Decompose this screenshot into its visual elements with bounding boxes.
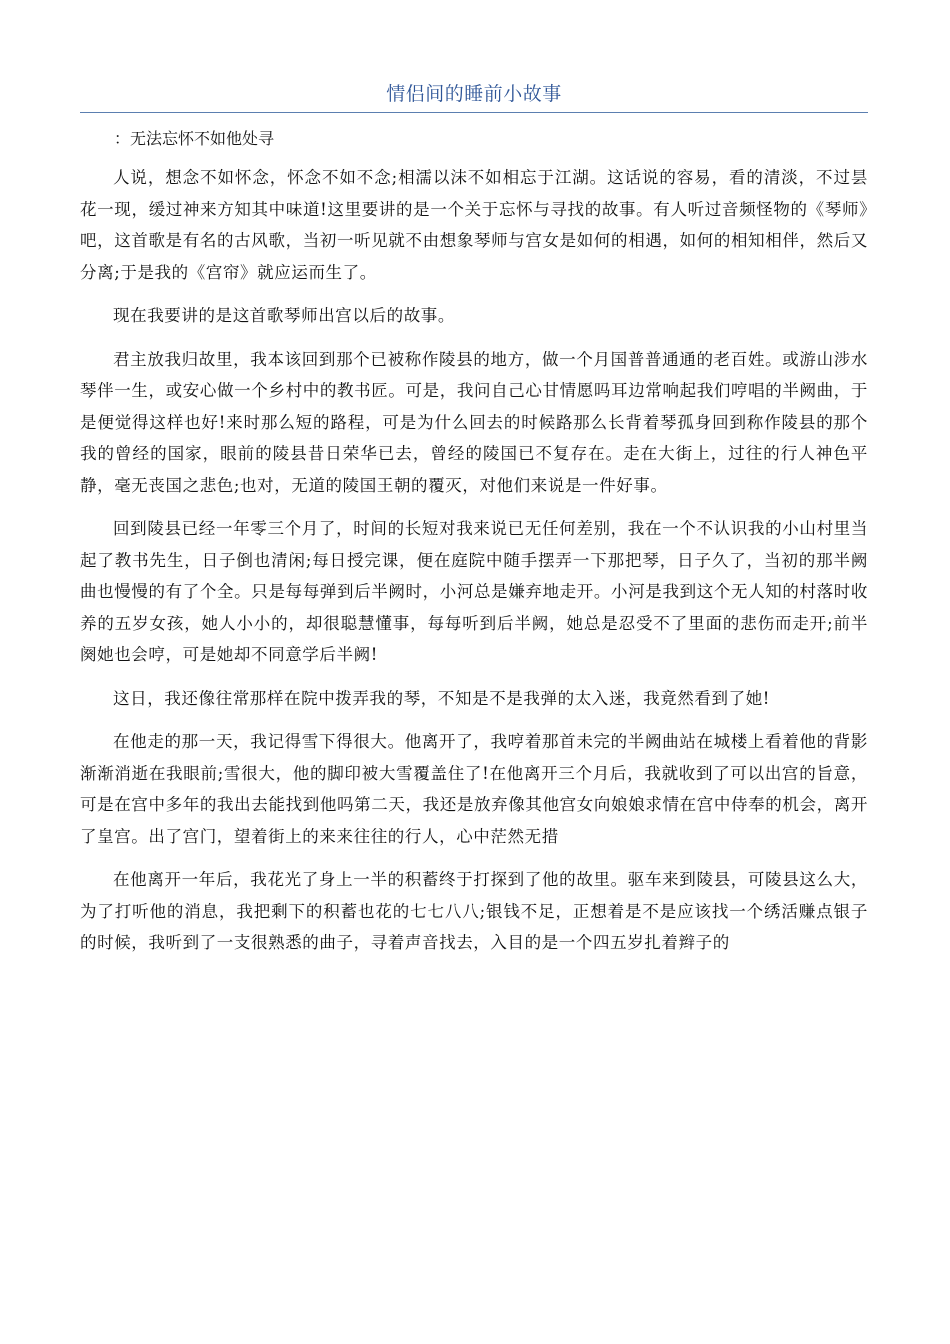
paragraph: 在他走的那一天，我记得雪下得很大。他离开了，我哼着那首未完的半阙曲站在城楼上看着他的背影渐渐消逝在我眼前;雪很大，他的脚印被大雪覆盖住了!在他离开三个月后，我就收到了可以出宫的旨意，可是在宫中多年的我出去能找到他吗第二天，我还是放弃像其他宫女向娘娘求情在宫中侍奉的机会，离开了皇宫。出了宫门，望着街上的来来往往的行人，心中茫然无措 — [80, 732, 868, 846]
paragraph: 回到陵县已经一年零三个月了，时间的长短对我来说已无任何差别，我在一个不认识我的小山村里当起了教书先生，日子倒也清闲;每日授完课，便在庭院中随手摆弄一下那把琴，日子久了，当初的那半阙曲也慢慢的有了个全。只是每每弹到后半阙时，小河总是嫌弃地走开。小河是我到这个无人知的村落时收养的五岁女孩，她人小小的，却很聪慧懂事，每每听到后半阙，她总是忍受不了里面的悲伤而走开;前半阕她也会哼，可是她却不同意学后半阙! — [80, 519, 868, 664]
subtitle: ：无法忘怀不如他处寻 — [114, 129, 275, 148]
page-header — [80, 80, 868, 113]
paragraph: 这日，我还像往常那样在院中拨弄我的琴，不知是不是我弹的太入迷，我竟然看到了她! — [113, 688, 771, 708]
page-title: 情侣间的睡前小故事 — [386, 83, 562, 105]
paragraph: 君主放我归故里，我本该回到那个已被称作陵县的地方，做一个月国普普通通的老百姓。或游山涉水琴伴一生，或安心做一个乡村中的教书匠。可是，我问自己心甘情愿吗耳边常响起我们哼唱的半阙曲，于是便觉得这样也好!来时那么短的路程，可是为什么回去的时候路那么长背着琴孤身回到称作陵县的那个我的曾经的国家，眼前的陵县昔日荣华已去，曾经的陵国已不复存在。走在大街上，过往的行人神色平静，毫无丧国之悲色;也对，无道的陵国王朝的覆灭，对他们来说是一件好事。 — [80, 349, 868, 495]
paragraph: 现在我要讲的是这首歌琴师出宫以后的故事。 — [113, 306, 455, 325]
paragraph: 人说，想念不如怀念，怀念不如不念;相濡以沫不如相忘于江湖。这话说的容易，看的清淡，不过昙花一现，缓过神来方知其中味道!这里要讲的是一个关于忘怀与寻找的故事。有人听过音频怪物的《琴师》吧，这首歌是有名的古风歌，当初一听见就不由想象琴师与宫女是如何的相遇，如何的相知相伴，然后又分离;于是我的《宫帘》就应运而生了。 — [80, 168, 868, 282]
document-body — [80, 126, 868, 971]
paragraph: 在他离开一年后，我花光了身上一半的积蓄终于打探到了他的故里。驱车来到陵县，可陵县这么大，为了打听他的消息，我把剩下的积蓄也花的七七八八;银钱不足，正想着是不是应该找一个绣活赚点银子的时候，我听到了一支很熟悉的曲子，寻着声音找去，入目的是一个四五岁扎着辫子的 — [80, 870, 868, 952]
